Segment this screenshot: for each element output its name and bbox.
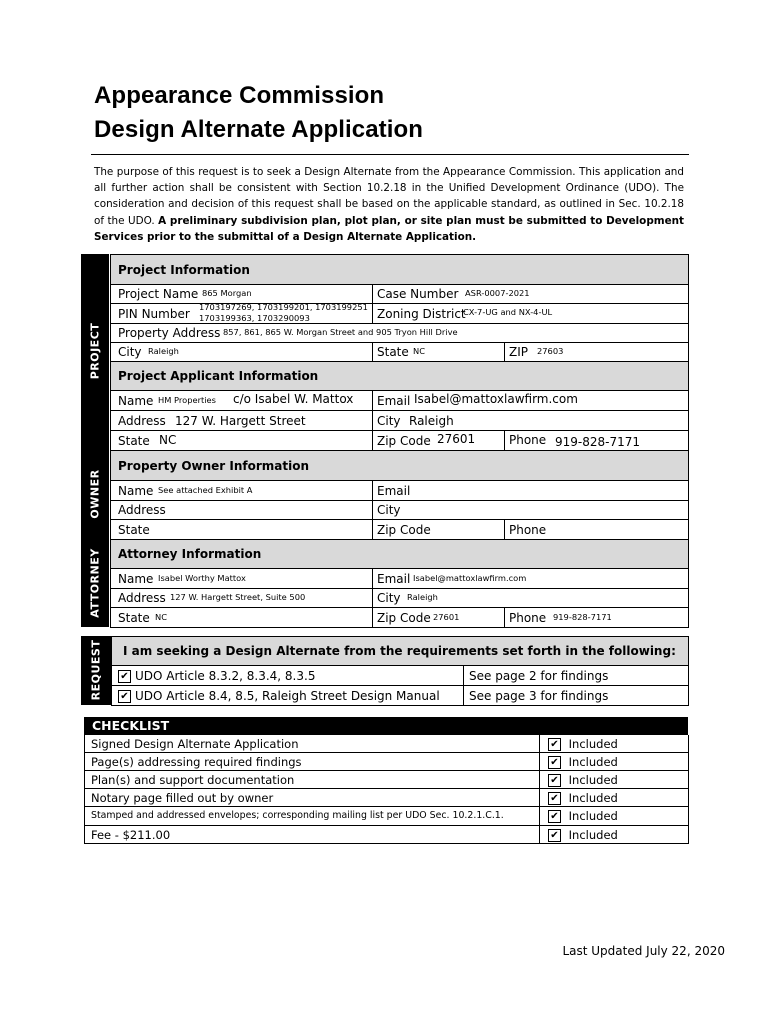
checkbox-checked-icon[interactable]: ✔: [548, 810, 561, 823]
attorney-city-label: City: [377, 591, 401, 605]
request-header-cell: [112, 637, 689, 665]
applicant-email-label: Email: [377, 394, 411, 408]
checklist-status-2[interactable]: [540, 753, 689, 770]
checklist-status-6[interactable]: [540, 826, 689, 843]
attorney-state-label: State: [118, 611, 150, 625]
owner-address-row: [111, 501, 689, 520]
checklist-status-1[interactable]: [540, 735, 689, 752]
applicant-phone-label: Phone: [509, 433, 547, 447]
applicant-address-field[interactable]: [111, 411, 373, 430]
request-item-2[interactable]: [112, 686, 464, 705]
checklist-heading: CHECKLIST: [92, 718, 170, 733]
checklist-item-3-label: Plan(s) and support documentation: [91, 773, 295, 787]
page-title-line-2: Design Alternate Application: [94, 116, 424, 143]
checkbox-checked-icon[interactable]: ✔: [118, 670, 131, 683]
applicant-name-label: Name: [118, 394, 154, 408]
project-name-field[interactable]: [111, 285, 373, 303]
applicant-email-value: Isabel@mattoxlawfirm.com: [414, 392, 578, 406]
applicant-name-row: [111, 391, 689, 411]
applicant-city-label: City: [377, 414, 401, 428]
project-form-grid: [110, 254, 689, 628]
checklist-item-5: [85, 807, 540, 825]
checkbox-checked-icon[interactable]: ✔: [548, 829, 561, 842]
applicant-city-value: Raleigh: [409, 414, 454, 428]
owner-phone-field[interactable]: [505, 520, 689, 539]
checklist-row-6: [85, 826, 689, 844]
attorney-phone-field[interactable]: [505, 608, 689, 627]
project-name-row: [111, 285, 689, 304]
applicant-name-company: HM Properties: [158, 395, 216, 405]
checklist-row-4: [85, 789, 689, 807]
checklist-status-5-label: Included: [568, 809, 618, 823]
owner-address-label: Address: [118, 503, 166, 517]
sidebar-project-label: PROJECT: [88, 322, 102, 380]
zoning-district-field[interactable]: [373, 304, 689, 323]
attorney-email-field[interactable]: [373, 569, 689, 588]
sidebar-owner-label: OWNER: [88, 469, 102, 519]
project-info-header: [111, 255, 689, 285]
attorney-name-value: Isabel Worthy Mattox: [158, 573, 246, 583]
owner-state-label: State: [118, 523, 150, 537]
checklist-status-3[interactable]: [540, 771, 689, 788]
applicant-state-label: State: [118, 434, 150, 448]
project-state-label: State: [377, 345, 409, 359]
owner-zip-field[interactable]: [373, 520, 505, 539]
attorney-state-row: [111, 608, 689, 628]
owner-city-label: City: [377, 503, 401, 517]
attorney-name-field[interactable]: [111, 569, 373, 588]
attorney-address-label: Address: [118, 591, 166, 605]
attorney-info-heading: Attorney Information: [118, 547, 262, 561]
attorney-info-header-cell: [111, 540, 689, 568]
attorney-city-value: Raleigh: [407, 592, 438, 602]
checklist-item-6-label: Fee - $211.00: [91, 828, 171, 842]
applicant-name-field[interactable]: [111, 391, 373, 410]
owner-phone-label: Phone: [509, 523, 547, 537]
sidebar-owner: [81, 449, 109, 539]
property-address-label: Property Address: [118, 326, 221, 340]
checklist-item-1-label: Signed Design Alternate Application: [91, 737, 299, 751]
checklist-status-5[interactable]: [540, 807, 689, 825]
pin-number-label: PIN Number: [118, 307, 190, 321]
zoning-district-label: Zoning District: [377, 307, 466, 321]
applicant-zip-field[interactable]: [373, 431, 505, 450]
owner-email-field[interactable]: [373, 481, 689, 500]
project-info-header-cell: [111, 255, 689, 284]
request-note-1-label: See page 2 for findings: [469, 669, 609, 683]
attorney-name-row: [111, 569, 689, 589]
sidebar-request: [81, 636, 111, 705]
applicant-zip-label: Zip Code: [377, 434, 431, 448]
applicant-zip-value: 27601: [437, 432, 476, 446]
attorney-state-field[interactable]: [111, 608, 373, 627]
property-address-field[interactable]: [111, 324, 689, 342]
checkbox-checked-icon[interactable]: ✔: [548, 738, 561, 751]
applicant-address-label: Address: [118, 414, 166, 428]
project-state-field[interactable]: [373, 343, 505, 361]
checklist-status-4-label: Included: [568, 791, 618, 805]
applicant-state-row: [111, 431, 689, 451]
pin-number-field[interactable]: [111, 304, 373, 323]
owner-state-field[interactable]: [111, 520, 373, 539]
applicant-state-value: NC: [159, 433, 177, 447]
attorney-zip-label: Zip Code: [377, 611, 431, 625]
checklist-item-3: [85, 771, 540, 788]
applicant-address-row: [111, 411, 689, 431]
project-state-value: NC: [413, 346, 425, 356]
owner-name-field[interactable]: [111, 481, 373, 500]
owner-info-header-cell: [111, 451, 689, 480]
applicant-address-value: 127 W. Hargett Street: [175, 414, 306, 428]
checklist-item-2: [85, 753, 540, 770]
project-info-heading: Project Information: [118, 263, 250, 277]
project-name-label: Project Name: [118, 287, 199, 301]
checklist-row-1: [85, 735, 689, 753]
project-city-value: Raleigh: [148, 346, 179, 356]
checkbox-checked-icon[interactable]: ✔: [548, 756, 561, 769]
attorney-address-field[interactable]: [111, 589, 373, 607]
request-grid: [111, 636, 689, 706]
attorney-phone-value: 919-828-7171: [553, 612, 612, 622]
owner-state-row: [111, 520, 689, 540]
checklist-row-2: [85, 753, 689, 771]
checklist-item-5-label: Stamped and addressed envelopes; corresponding mailing list per UDO Sec. 10.2.1.C.1.: [91, 810, 504, 821]
request-item-1[interactable]: [112, 666, 464, 685]
property-address-value: 857, 861, 865 W. Morgan Street and 905 Tryon Hill Drive: [223, 327, 458, 337]
case-number-field[interactable]: [373, 285, 689, 303]
applicant-phone-field[interactable]: [505, 431, 689, 450]
owner-info-heading: Property Owner Information: [118, 459, 310, 473]
last-updated-footer: Last Updated July 22, 2020: [562, 944, 725, 958]
applicant-city-field[interactable]: [373, 411, 689, 430]
attorney-name-label: Name: [118, 572, 154, 586]
sidebar-request-label: REQUEST: [89, 639, 103, 701]
attorney-city-field[interactable]: [373, 589, 689, 607]
intro-bold-text: A preliminary subdivision plan, plot plan, or site plan must be submitted to Development Services prior to the submittal of a Design Alternate Application.: [94, 214, 685, 243]
checklist-status-4[interactable]: [540, 789, 689, 806]
pin-number-value-1: 1703197269, 1703199201, 1703199251: [199, 302, 368, 312]
request-heading: I am seeking a Design Alternate from the requirements set forth in the following:: [123, 644, 676, 658]
case-number-value: ASR-0007-2021: [465, 288, 530, 298]
attorney-info-header: [111, 540, 689, 569]
checklist-row-3: [85, 771, 689, 789]
project-city-field[interactable]: [111, 343, 373, 361]
pin-row: [111, 304, 689, 324]
checkbox-checked-icon[interactable]: ✔: [118, 690, 131, 703]
checklist-status-3-label: Included: [568, 773, 618, 787]
project-zip-value: 27603: [537, 346, 564, 356]
request-row-2: [112, 686, 689, 706]
checkbox-checked-icon[interactable]: ✔: [548, 774, 561, 787]
attorney-address-value: 127 W. Hargett Street, Suite 500: [170, 592, 306, 602]
sidebar-project: [81, 254, 109, 449]
applicant-name-value: c/o Isabel W. Mattox: [233, 392, 354, 406]
checklist-grid: [84, 735, 689, 844]
applicant-info-header-cell: [111, 362, 689, 390]
attorney-email-label: Email: [377, 572, 411, 586]
owner-city-field[interactable]: [373, 501, 689, 519]
checklist-status-6-label: Included: [568, 828, 618, 842]
sidebar-attorney: [81, 539, 109, 627]
zoning-district-value: CX-7-UG and NX-4-UL: [463, 307, 553, 317]
owner-name-value: See attached Exhibit A: [158, 485, 253, 495]
request-note-2: [464, 686, 689, 705]
checklist-item-2-label: Page(s) addressing required findings: [91, 755, 302, 769]
attorney-address-row: [111, 589, 689, 608]
page-title-line-1: Appearance Commission: [94, 82, 385, 109]
request-header: [112, 637, 689, 666]
checklist-item-1: [85, 735, 540, 752]
sidebar-attorney-label: ATTORNEY: [88, 548, 102, 618]
project-name-value: 865 Morgan: [202, 288, 252, 298]
project-city-row: [111, 343, 689, 362]
checklist-status-2-label: Included: [568, 755, 618, 769]
project-zip-field[interactable]: [505, 343, 689, 361]
checklist-item-4-label: Notary page filled out by owner: [91, 791, 274, 805]
checklist-row-5: [85, 807, 689, 826]
checklist-status-1-label: Included: [568, 737, 618, 751]
applicant-phone-value: 919-828-7171: [555, 435, 641, 449]
property-address-row: [111, 324, 689, 343]
title-rule: [91, 154, 689, 155]
request-note-1: [464, 666, 689, 685]
owner-email-label: Email: [377, 484, 411, 498]
request-row-1: [112, 666, 689, 686]
case-number-label: Case Number: [377, 287, 459, 301]
applicant-state-field[interactable]: [111, 431, 373, 450]
attorney-zip-value: 27601: [433, 612, 460, 622]
checkbox-checked-icon[interactable]: ✔: [548, 792, 561, 805]
attorney-phone-label: Phone: [509, 611, 547, 625]
attorney-email-value: Isabel@mattoxlawfirm.com: [413, 573, 527, 583]
request-item-2-label: UDO Article 8.4, 8.5, Raleigh Street Design Manual: [135, 689, 440, 703]
pin-number-value-2: 1703199363, 1703290093: [199, 313, 310, 323]
project-zip-label: ZIP: [509, 345, 528, 359]
applicant-info-heading: Project Applicant Information: [118, 369, 319, 383]
owner-info-header: [111, 451, 689, 481]
intro-paragraph: [94, 164, 684, 245]
owner-name-row: [111, 481, 689, 501]
checklist-header: [84, 717, 688, 735]
intro-text: The purpose of this request is to seek a Design Alternate from the Appearance Commission. This application and all further action shall be consistent with Section 10.2.18 in the Unified Development Ordinance (UDO). The consideration and decision of this request shall be based on the applicable standard, as outlined in Sec. 10.2.18 of the UDO.: [94, 166, 684, 227]
checklist-item-4: [85, 789, 540, 806]
checklist-item-6: [85, 826, 540, 843]
applicant-info-header: [111, 362, 689, 391]
attorney-state-value: NC: [155, 612, 167, 622]
project-city-label: City: [118, 345, 142, 359]
applicant-email-field[interactable]: [373, 391, 689, 410]
request-item-1-label: UDO Article 8.3.2, 8.3.4, 8.3.5: [135, 669, 316, 683]
owner-name-label: Name: [118, 484, 154, 498]
request-note-2-label: See page 3 for findings: [469, 689, 609, 703]
owner-address-field[interactable]: [111, 501, 373, 519]
attorney-zip-field[interactable]: [373, 608, 505, 627]
owner-zip-label: Zip Code: [377, 523, 431, 537]
